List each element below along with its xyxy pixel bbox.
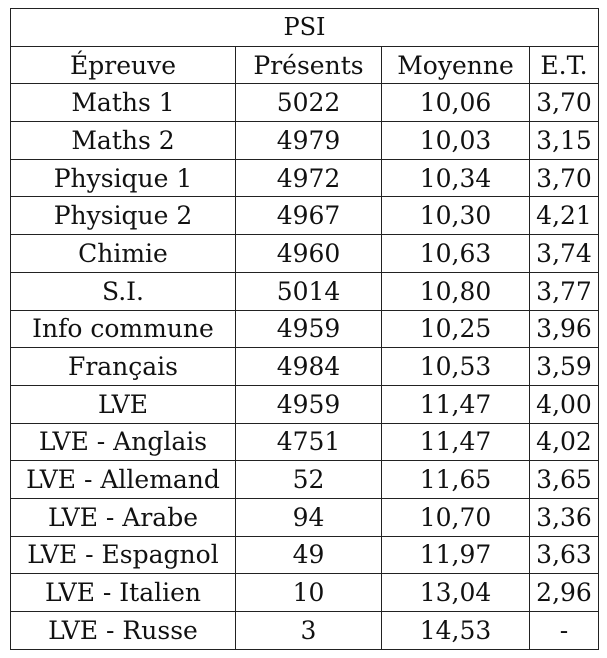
table-row: [11, 197, 599, 235]
cell-presents: 4984: [236, 348, 382, 386]
table-row: [11, 536, 599, 574]
cell-et: 2,96: [530, 574, 599, 612]
cell-et: 4,21: [530, 197, 599, 235]
cell-presents: 52: [236, 461, 382, 499]
cell-et: 3,59: [530, 348, 599, 386]
table-row: [11, 574, 599, 612]
results-table: [10, 8, 599, 650]
cell-moyenne: 11,65: [382, 461, 530, 499]
cell-epreuve: Maths 2: [11, 122, 236, 160]
cell-epreuve: LVE - Allemand: [11, 461, 236, 499]
table-title: PSI: [11, 9, 599, 47]
cell-et: 3,77: [530, 272, 599, 310]
cell-epreuve: LVE - Espagnol: [11, 536, 236, 574]
cell-moyenne: 11,47: [382, 385, 530, 423]
cell-et: 3,74: [530, 235, 599, 273]
table-row: [11, 310, 599, 348]
cell-epreuve: Physique 1: [11, 159, 236, 197]
cell-presents: 4967: [236, 197, 382, 235]
cell-moyenne: 11,47: [382, 423, 530, 461]
cell-presents: 94: [236, 498, 382, 536]
header-moyenne: Moyenne: [382, 46, 530, 84]
table-row: [11, 272, 599, 310]
cell-et: 3,70: [530, 159, 599, 197]
cell-presents: 4959: [236, 385, 382, 423]
cell-et: 3,63: [530, 536, 599, 574]
cell-epreuve: LVE - Arabe: [11, 498, 236, 536]
cell-epreuve: LVE: [11, 385, 236, 423]
cell-moyenne: 10,30: [382, 197, 530, 235]
header-epreuve: Épreuve: [11, 46, 236, 84]
cell-presents: 4979: [236, 122, 382, 160]
table-row: [11, 122, 599, 160]
cell-moyenne: 10,03: [382, 122, 530, 160]
cell-et: 3,65: [530, 461, 599, 499]
cell-moyenne: 10,25: [382, 310, 530, 348]
table-row: [11, 612, 599, 650]
table-row: [11, 498, 599, 536]
cell-epreuve: Physique 2: [11, 197, 236, 235]
cell-et: 3,70: [530, 84, 599, 122]
cell-epreuve: Français: [11, 348, 236, 386]
table-row: [11, 423, 599, 461]
table-row: [11, 348, 599, 386]
cell-moyenne: 11,97: [382, 536, 530, 574]
cell-et: 3,15: [530, 122, 599, 160]
cell-presents: 4751: [236, 423, 382, 461]
table-row: [11, 159, 599, 197]
cell-epreuve: LVE - Italien: [11, 574, 236, 612]
cell-moyenne: 13,04: [382, 574, 530, 612]
cell-et: 3,96: [530, 310, 599, 348]
cell-moyenne: 10,80: [382, 272, 530, 310]
cell-moyenne: 10,34: [382, 159, 530, 197]
cell-epreuve: LVE - Russe: [11, 612, 236, 650]
table-row: [11, 385, 599, 423]
table-row: [11, 84, 599, 122]
cell-et: -: [530, 612, 599, 650]
cell-moyenne: 10,06: [382, 84, 530, 122]
cell-presents: 4959: [236, 310, 382, 348]
cell-et: 3,36: [530, 498, 599, 536]
cell-epreuve: S.I.: [11, 272, 236, 310]
cell-moyenne: 10,53: [382, 348, 530, 386]
cell-et: 4,00: [530, 385, 599, 423]
cell-epreuve: Info commune: [11, 310, 236, 348]
cell-et: 4,02: [530, 423, 599, 461]
cell-moyenne: 14,53: [382, 612, 530, 650]
cell-presents: 5014: [236, 272, 382, 310]
cell-epreuve: LVE - Anglais: [11, 423, 236, 461]
cell-moyenne: 10,63: [382, 235, 530, 273]
cell-epreuve: Maths 1: [11, 84, 236, 122]
table-row: [11, 461, 599, 499]
table-row: [11, 235, 599, 273]
header-row: [11, 46, 599, 84]
cell-epreuve: Chimie: [11, 235, 236, 273]
cell-presents: 4960: [236, 235, 382, 273]
cell-presents: 10: [236, 574, 382, 612]
cell-moyenne: 10,70: [382, 498, 530, 536]
header-et: E.T.: [530, 46, 599, 84]
cell-presents: 5022: [236, 84, 382, 122]
cell-presents: 3: [236, 612, 382, 650]
title-row: [11, 9, 599, 47]
cell-presents: 4972: [236, 159, 382, 197]
header-presents: Présents: [236, 46, 382, 84]
cell-presents: 49: [236, 536, 382, 574]
